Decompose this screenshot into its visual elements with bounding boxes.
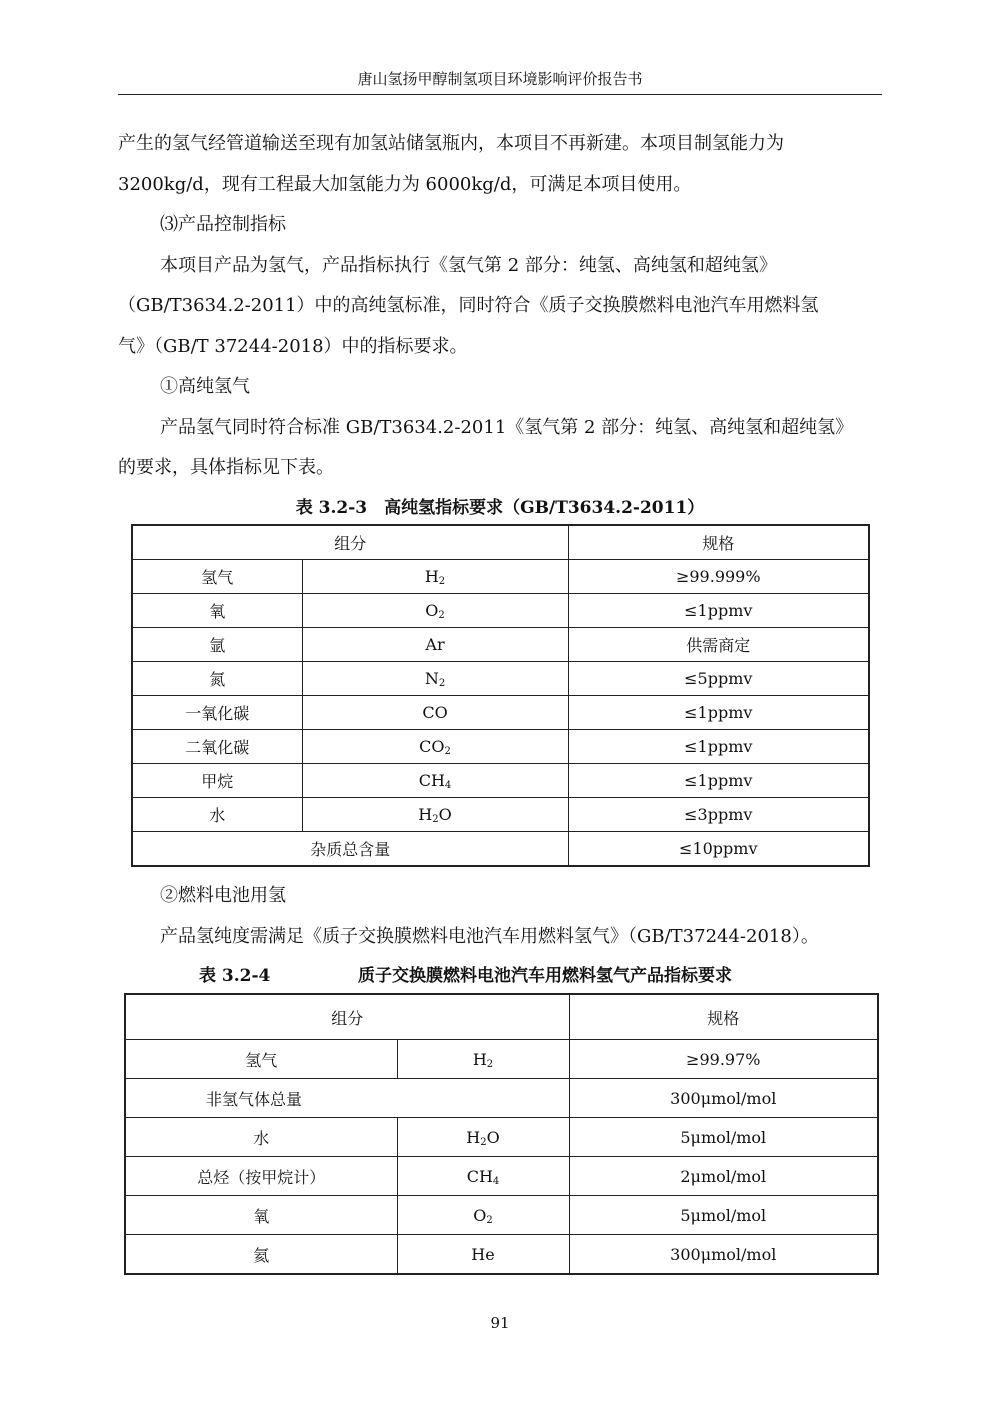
purity-table — [131, 524, 870, 867]
component-name: 总烃（按甲烷计） — [125, 1157, 397, 1196]
header-spec: 规格 — [568, 525, 869, 560]
table-row — [132, 594, 869, 628]
table-row — [132, 798, 869, 832]
component-spec: 供需商定 — [568, 628, 869, 662]
total-impurity-label: 杂质总含量 — [132, 832, 568, 867]
component-name: 氢气 — [125, 1040, 397, 1079]
page-number: 91 — [490, 1314, 510, 1332]
component-spec: ≤1ppmv — [568, 594, 869, 628]
section-heading: ⑶产品控制指标 — [160, 214, 286, 235]
component-spec: 300μmol/mol — [569, 1235, 878, 1275]
paragraph-line: 气》（GB/T 37244-2018）中的指标要求。 — [118, 336, 468, 357]
component-formula: $O_2$ — [302, 594, 568, 628]
table-row — [132, 560, 869, 594]
fuel-cell-hydrogen-table — [124, 993, 879, 1275]
component-formula: $H_2$ — [302, 560, 568, 594]
paragraph-line: 产生的氢气经管道输送至现有加氢站储氢瓶内，本项目不再新建。本项目制氢能力为 — [118, 133, 784, 154]
table-total-row — [132, 832, 869, 867]
paragraph-line: 产品氢纯度需满足《质子交换膜燃料电池汽车用燃料氢气》（GB/T37244-2018）。 — [160, 926, 819, 947]
component-name: 氮 — [132, 662, 302, 696]
component-formula: Ar — [302, 628, 568, 662]
component-name: 氧 — [125, 1196, 397, 1235]
component-formula: $H_2$ — [397, 1040, 569, 1079]
component-spec: ≤1ppmv — [568, 696, 869, 730]
subsection-heading: ①高纯氢气 — [160, 376, 250, 397]
component-spec: ≤1ppmv — [568, 730, 869, 764]
component-formula: $O_2$ — [397, 1196, 569, 1235]
component-spec: ≤5ppmv — [568, 662, 869, 696]
paragraph-line: 本项目产品为氢气，产品指标执行《氢气第 2 部分：纯氢、高纯氢和超纯氢》 — [160, 255, 777, 276]
table-caption-title: 质子交换膜燃料电池汽车用燃料氢气产品指标要求 — [358, 966, 732, 986]
table-row — [132, 764, 869, 798]
table-caption: 表 3.2-3 高纯氢指标要求（GB/T3634.2-2011） — [295, 498, 705, 518]
component-spec: ≥99.97% — [569, 1040, 878, 1079]
header-component: 组分 — [132, 525, 568, 560]
table-row — [125, 1196, 878, 1235]
component-spec: 5μmol/mol — [569, 1196, 878, 1235]
table-row — [132, 696, 869, 730]
paragraph-line: （GB/T3634.2-2011）中的高纯氢标准，同时符合《质子交换膜燃料电池汽车用燃料氢 — [118, 295, 819, 316]
subsection-heading: ②燃料电池用氢 — [160, 885, 286, 906]
table-header-row — [125, 994, 878, 1040]
component-name: 氩 — [132, 628, 302, 662]
component-formula: CO — [302, 696, 568, 730]
component-formula: $H_2O$ — [302, 798, 568, 832]
table-row — [125, 1118, 878, 1157]
table-row — [132, 662, 869, 696]
component-formula: $CH_4$ — [397, 1157, 569, 1196]
component-name: 甲烷 — [132, 764, 302, 798]
header-component: 组分 — [125, 994, 569, 1040]
table-row — [125, 1079, 878, 1118]
document-header: 唐山氢扬甲醇制氢项目环境影响评价报告书 — [118, 68, 882, 95]
paragraph-line: 产品氢气同时符合标准 GB/T3634.2-2011《氢气第 2 部分：纯氢、高纯氢和超纯氢》 — [160, 417, 854, 438]
component-name: 水 — [132, 798, 302, 832]
component-name: 非氢气体总量 — [125, 1079, 569, 1118]
component-spec: 2μmol/mol — [569, 1157, 878, 1196]
table-header-row — [132, 525, 869, 560]
component-name: 一氧化碳 — [132, 696, 302, 730]
table-row — [125, 1040, 878, 1079]
paragraph-line: 的要求，具体指标见下表。 — [118, 457, 334, 478]
table-row — [125, 1235, 878, 1275]
component-name: 氦 — [125, 1235, 397, 1275]
total-impurity-spec: ≤10ppmv — [568, 832, 869, 867]
component-spec: 5μmol/mol — [569, 1118, 878, 1157]
paragraph-line: 3200kg/d，现有工程最大加氢能力为 6000kg/d，可满足本项目使用。 — [118, 174, 692, 195]
table-row — [132, 730, 869, 764]
component-name: 水 — [125, 1118, 397, 1157]
component-formula: $H_2O$ — [397, 1118, 569, 1157]
table-row — [125, 1157, 878, 1196]
component-formula: $N_2$ — [302, 662, 568, 696]
component-name: 氢气 — [132, 560, 302, 594]
component-formula: He — [397, 1235, 569, 1275]
component-spec: ≥99.999% — [568, 560, 869, 594]
component-spec: 300μmol/mol — [569, 1079, 878, 1118]
component-formula: $CH_4$ — [302, 764, 568, 798]
component-formula: $CO_2$ — [302, 730, 568, 764]
component-name: 二氧化碳 — [132, 730, 302, 764]
component-spec: ≤1ppmv — [568, 764, 869, 798]
header-spec: 规格 — [569, 994, 878, 1040]
table-row — [132, 628, 869, 662]
table-caption-number: 表 3.2-4 — [199, 966, 271, 986]
component-spec: ≤3ppmv — [568, 798, 869, 832]
component-name: 氧 — [132, 594, 302, 628]
